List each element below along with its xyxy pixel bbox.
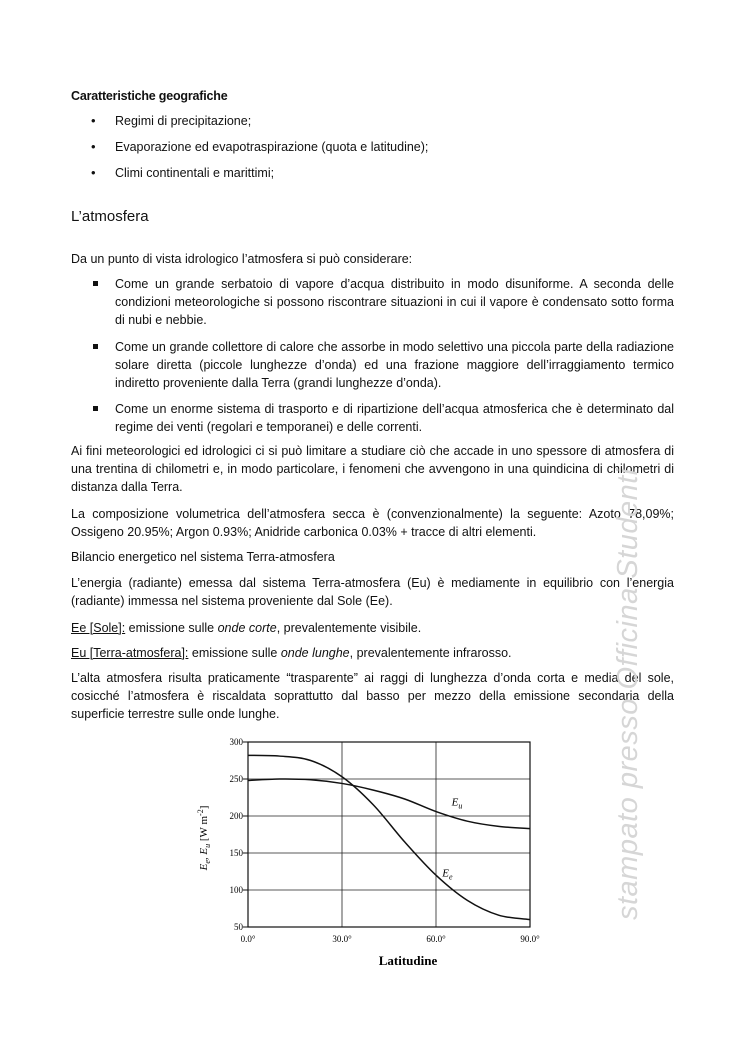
atmosphere-heading: L’atmosfera xyxy=(71,208,149,225)
chart-axes xyxy=(248,742,530,927)
y-tick-label: 300 xyxy=(229,737,243,747)
paragraph-energy: L’energia (radiante) emessa dal sistema Terra-atmosfera (Eu) è mediamente in equilibrio con l’energia (radiante) immessa nel sistema proveniente dal Sole (Ee). xyxy=(71,576,674,609)
eu-emphasis: onde lunghe xyxy=(280,646,350,660)
paragraph-composition: La composizione volumetrica dell’atmosfera secca è (convenzionalmente) la seguente: Azoto 78,09%; Ossigeno 20.95%; Argon 0.93%; Anidride carbonica 0.03% + tracce di altri elementi. xyxy=(71,507,674,540)
paragraph-scope: Ai fini meteorologici ed idrologici ci si può limitare a studiare ciò che accade in uno spessore di atmosfera di una trentina di chilometri e, in modo particolare, i fenomeni che avvengono in una quindicina di chilometri di distanza dalla Terra. xyxy=(71,444,674,495)
intro-paragraph: Da un punto di vista idrologico l’atmosfera si può considerare: xyxy=(71,252,413,266)
section-heading: Caratteristiche geografiche xyxy=(71,89,228,103)
x-tick-label: 60.0° xyxy=(426,934,446,944)
list-item: Come un enorme sistema di trasporto e di ripartizione dell’acqua atmosferica che è determinato dal regime dei venti (regolari e temporanei) e delle correnti. xyxy=(71,400,674,436)
series-label-ee: $E_e$ xyxy=(442,867,453,882)
x-tick-label: 0.0° xyxy=(240,934,256,944)
series-line-eu xyxy=(248,779,530,829)
series-line-ee xyxy=(248,755,530,919)
latitude-energy-chart xyxy=(190,735,550,975)
ee-text-post: , prevalentemente visibile. xyxy=(276,621,422,635)
x-tick-label: 90.0° xyxy=(520,934,540,944)
list-item: Come un grande serbatoio di vapore d’acqua distribuito in modo disuniforme. A seconda delle condizioni meteorologiche si possono riscontrare situazioni in cui il vapore è condensato sotto forma di nubi e nebbie. xyxy=(71,275,674,330)
x-tick-label: 30.0° xyxy=(332,934,352,944)
chart-grid xyxy=(248,742,530,927)
atmosphere-list xyxy=(71,275,674,445)
paragraph-energy-balance-title: Bilancio energetico nel sistema Terra-atmosfera xyxy=(71,550,335,564)
watermark: stampato presso Officina Studenti xyxy=(612,468,644,920)
y-tick-label: 100 xyxy=(229,885,243,895)
geography-list xyxy=(71,113,671,191)
eu-label: Eu [Terra-atmosfera]: xyxy=(71,646,189,660)
paragraph-eu xyxy=(71,644,674,662)
y-tick-label: 50 xyxy=(234,922,243,932)
y-axis-label: $E_e$, $E_u$ [W $m^{-2}$] xyxy=(196,805,212,871)
list-item: • Evaporazione ed evapotraspirazione (quota e latitudine); xyxy=(71,139,671,165)
ee-emphasis: onde corte xyxy=(217,621,277,635)
paragraph-ee xyxy=(71,619,674,637)
ee-label: Ee [Sole]: xyxy=(71,621,126,635)
x-axis-label: Latitudine xyxy=(378,953,438,968)
list-item: Come un grande collettore di calore che assorbe in modo selettivo una piccola parte della radiazione solare diretta (piccole lunghezze d’onda) ed una frazione maggiore dell’irraggiamento termico indiretto proveniente dalla Terra (grandi lunghezze d’onda). xyxy=(71,338,674,393)
chart-lines xyxy=(248,755,530,919)
eu-text-post: , prevalentemente infrarosso. xyxy=(349,646,512,660)
list-item: • Climi continentali e marittimi; xyxy=(71,165,671,191)
list-item: • Regimi di precipitazione; xyxy=(71,113,671,139)
y-tick-label: 200 xyxy=(229,811,243,821)
y-tick-label: 250 xyxy=(229,774,243,784)
ee-text-pre: emissione sulle xyxy=(125,621,218,635)
paragraph-upper-atmosphere: L’alta atmosfera risulta praticamente “trasparente” ai raggi di lunghezza d’onda corta e media del sole, cosicché l’atmosfera è riscaldata soprattutto dal basso per mezzo della emissione secondaria della superficie terrestre sulle onde lunghe. xyxy=(71,671,674,722)
eu-text-pre: emissione sulle xyxy=(188,646,281,660)
series-label-eu: $E_u$ xyxy=(451,796,463,811)
plot-frame xyxy=(248,742,530,927)
y-tick-label: 150 xyxy=(229,848,243,858)
